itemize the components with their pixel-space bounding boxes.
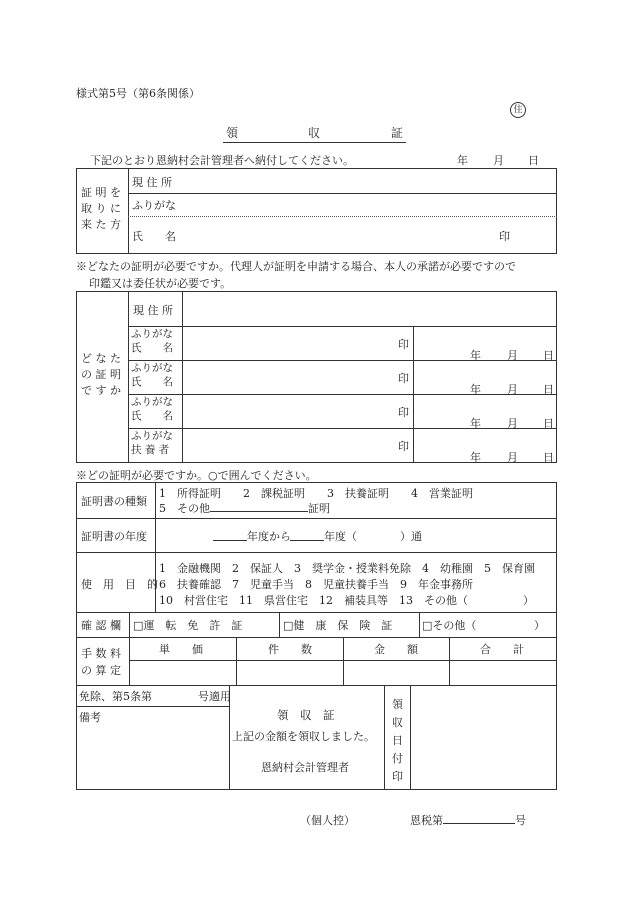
personal-copy-label: （個人控）: [300, 814, 355, 827]
receipt-stamp-area[interactable]: [411, 686, 555, 788]
fee-header-unit-price: 単 価: [159, 643, 203, 656]
requester-label: 証 明 を 取 り に 来 た 方: [81, 186, 121, 231]
confirm-health-insurance[interactable]: □健 康 保 険 証: [283, 619, 393, 632]
subject-row-1-day: 日: [543, 349, 554, 362]
date-month-label: 月: [493, 154, 504, 167]
subject-row-3-labels: ふりがな 氏 名: [131, 396, 173, 422]
cert-type-options-line2: [159, 500, 330, 516]
subject-row-2-day: 日: [543, 383, 554, 396]
cert-type-other-option[interactable]: 5 その他: [159, 502, 210, 515]
date-year-label: 年: [457, 154, 468, 167]
subject-row-2-labels: ふりがな 氏 名: [131, 362, 173, 388]
resident-circle-mark: 住: [510, 102, 526, 118]
subject-row-1-month: 月: [507, 349, 518, 362]
subject-row-4-labels: ふりがな 扶 養 者: [131, 430, 173, 456]
subject-row-1-name-field[interactable]: [186, 328, 406, 358]
title-underline: [223, 142, 406, 143]
fee-count-input[interactable]: [236, 661, 341, 681]
subject-row-3-year: 年: [470, 417, 481, 430]
subject-row-4-month: 月: [507, 451, 518, 464]
subject-row-4-year: 年: [470, 451, 481, 464]
requester-name-label: 氏 名: [132, 230, 176, 243]
tax-number-label: 恩税第 号: [410, 814, 526, 827]
inner-receipt-text: 上記の金額を領収しました。: [232, 730, 375, 743]
subject-row-1-labels: ふりがな 氏 名: [131, 328, 173, 354]
cert-type-other-input[interactable]: [210, 501, 308, 512]
subject-label: ど な た の 証 明 で す か: [81, 352, 121, 397]
subject-address-label: 現 住 所: [133, 304, 173, 317]
purpose-options-line1[interactable]: 1 金融機関 2 保証人 3 奨学金・授業料免除 4 幼稚園 5 保育園: [159, 562, 535, 575]
fee-unit-price-input[interactable]: [129, 661, 234, 681]
notice-agent-line1: ※どなたの証明が必要ですか。代理人が証明を申請する場合、本人の承諾が必要ですので: [76, 260, 516, 273]
notice-agent-line2: 印鑑又は委任状が必要です。: [89, 277, 232, 290]
notice-circle-choice: ※どの証明が必要ですか。○で囲んでください。: [76, 469, 317, 482]
cert-type-options-line1[interactable]: 1 所得証明 2 課税証明 3 扶養証明 4 営業証明: [159, 487, 473, 500]
confirm-label: 確 認 欄: [81, 619, 121, 632]
subject-row-3-seal: 印: [398, 406, 409, 419]
requester-furigana-label: ふりがな: [132, 199, 176, 212]
form-number: 様式第5号（第6条関係）: [76, 87, 200, 100]
fee-label: 手 数 料 の 算 定: [81, 647, 121, 677]
title-char-3: 証: [391, 126, 404, 140]
fee-total-input[interactable]: [450, 661, 555, 681]
receipt-date-stamp-label: 領 収 日 付 印: [392, 698, 403, 783]
subject-row-2-name-field[interactable]: [186, 362, 406, 392]
subject-row-4-seal: 印: [398, 440, 409, 453]
instruction-text: 下記のとおり恩納村会計管理者へ納付してください。: [90, 154, 354, 167]
purpose-label: 使 用 目 的: [81, 578, 158, 591]
cert-year-label: 証明書の年度: [81, 530, 147, 543]
confirm-other[interactable]: □その他（: [422, 619, 477, 632]
tax-number-input[interactable]: [443, 812, 515, 824]
remarks-label: 備考: [79, 711, 101, 724]
fee-header-total: 合 計: [480, 643, 524, 656]
remarks-field[interactable]: [78, 724, 226, 788]
subject-row-2-month: 月: [507, 383, 518, 396]
cert-copies-label: ）通: [400, 530, 422, 543]
title-char-1: 領: [226, 126, 239, 140]
requester-seal: 印: [499, 230, 510, 243]
subject-row-1-year: 年: [470, 349, 481, 362]
confirm-drivers-license[interactable]: □運 転 免 許 証: [133, 619, 243, 632]
cert-year-from-label: 年度から: [247, 530, 291, 543]
subject-row-2-year: 年: [470, 383, 481, 396]
cert-year-to-input[interactable]: [290, 540, 324, 541]
subject-row-4-day: 日: [543, 451, 554, 464]
inner-receipt-org: 恩納村会計管理者: [261, 761, 349, 774]
requester-address-field[interactable]: [184, 170, 554, 192]
subject-row-1-seal: 印: [398, 338, 409, 351]
purpose-options-line3[interactable]: 10 村営住宅 11 県営住宅 12 補装具等 13 その他（ ）: [159, 594, 534, 607]
fee-amount-input[interactable]: [343, 661, 448, 681]
confirm-other-close: ）: [534, 619, 545, 632]
requester-furigana-field[interactable]: [184, 194, 554, 214]
date-day-label: 日: [528, 154, 539, 167]
fee-header-amount: 金 額: [374, 643, 418, 656]
subject-row-3-month: 月: [507, 417, 518, 430]
cert-type-label: 証明書の種類: [81, 495, 147, 508]
subject-row-2-seal: 印: [398, 372, 409, 385]
subject-row-4-name-field[interactable]: [186, 430, 406, 460]
cert-copies-input[interactable]: [368, 522, 398, 542]
cert-year-from-input[interactable]: [213, 540, 247, 541]
fee-header-count: 件 数: [268, 643, 312, 656]
subject-row-3-day: 日: [543, 417, 554, 430]
requester-name-field[interactable]: [184, 218, 484, 250]
cert-type-other-suffix: 証明: [308, 502, 330, 515]
exempt-label: 免除、第5条第 号適用: [79, 690, 231, 703]
subject-row-3-name-field[interactable]: [186, 396, 406, 426]
purpose-options-line2[interactable]: 6 扶養確認 7 児童手当 8 児童扶養手当 9 年金事務所: [159, 578, 473, 591]
subject-address-field[interactable]: [186, 294, 554, 324]
requester-address-label: 現 住 所: [132, 176, 172, 189]
inner-receipt-title: 領 収 証: [277, 708, 335, 722]
title-char-2: 収: [308, 126, 321, 140]
cert-year-to-label: 年度（: [324, 530, 357, 543]
